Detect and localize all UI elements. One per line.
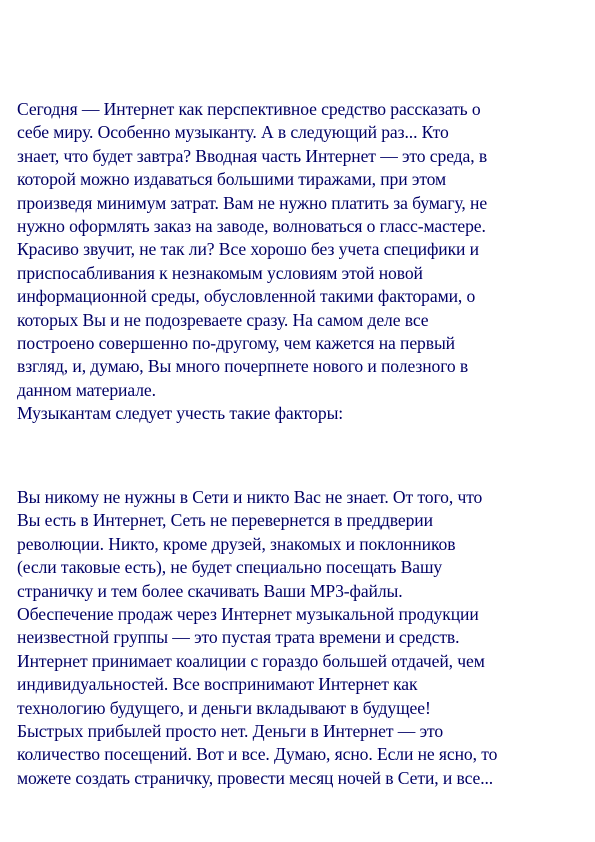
factors-paragraph: Вы никому не нужны в Сети и никто Вас не знает. От того, что Вы есть в Интернет, Сеть не перевернется в преддверии революции. Никто, кроме друзей, знакомых и поклонников (если таковые есть), не будет специально посещать Вашу страничку и тем более скачивать Ваши МР3-файлы. Обеспечение продаж через Интернет музыкальной продукции неизвестной группы — это пустая трата времени и средств. Интернет принимает коалиции с гораздо большей отдачей, чем индивидуальностей. Все воспринимают Интернет как технологию будущего, и деньги вкладывают в будущее! Быстрых прибылей просто нет. Деньги в Интернет — это количество посещений. Вот и все. Думаю, ясно. Если не ясно, то можете создать страничку, провести месяц ночей в Сети, и все... bbox=[17, 487, 498, 788]
intro-paragraph: Сегодня — Интернет как перспективное средство рассказать о себе миру. Особенно музыканту. А в следующий раз... Кто знает, что будет завтра? Вводная часть Интернет — это среда, в которой можно издаваться большими тиражами, при этом произведя минимум затрат. Вам не нужно платить за бумагу, не нужно оформлять заказ на заводе, волноваться о гласс-мастере. Красиво звучит, не так ли? Все хорошо без учета специфики и приспосабливания к незнакомым условиям этой новой информационной среды, обусловленной такими факторами, о которых Вы и не подозреваете сразу. На самом деле все построено совершенно по-другому, чем кажется на первый взгляд, и, думаю, Вы много почерпнете нового и полезного в данном материале. Музыкантам следует учесть такие факторы: bbox=[17, 99, 488, 424]
